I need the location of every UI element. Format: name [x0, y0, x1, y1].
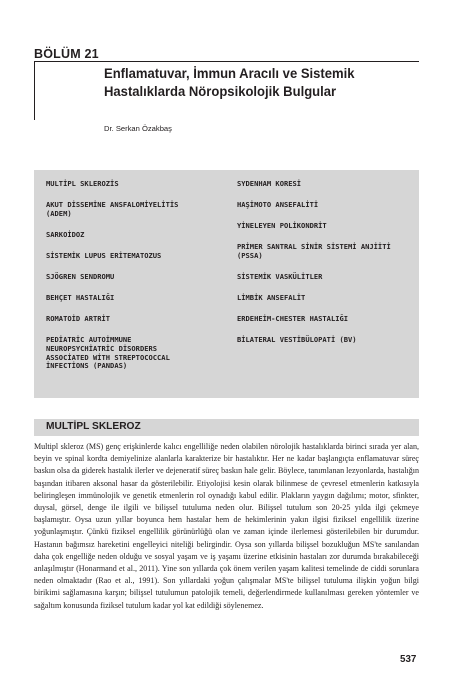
body-paragraph [34, 441, 419, 612]
contents-item: YİNELEYEN POLİKONDRİT [237, 221, 327, 231]
contents-left-column [46, 180, 226, 384]
section-title: MULTİPL SKLEROZ [46, 421, 141, 432]
chapter-contents-box [34, 170, 419, 398]
section-heading-bar [34, 419, 419, 436]
contents-item: SARKOİDOZ [46, 229, 85, 239]
contents-item: SİSTEMİK LUPUS ERİTEMATOZUS [46, 250, 162, 260]
contents-item: BİLATERAL VESTİBÜLOPATİ (BV) [237, 335, 357, 345]
chapter-label: BÖLÜM 21 [34, 47, 99, 61]
contents-item: MULTİPL SKLEROZİS [46, 179, 119, 188]
contents-item: SİSTEMİK VASKÜLİTLER [237, 272, 323, 282]
paragraph-text: Multipl skleroz (MS) genç erişkinlerde kalıcı engelliliğe neden olabilen nörolojik hastalıklarda birinci sırada yer alan, beyin ve spinal kordta demiyelinize alanlarla karakterize bir hastalıktır. Her ne kadar başlangıçta enflamatuvar süreç baskın olsa da giderek hastalık ilerler ve dejeneratif süreç baskın hale gelir. Böylece, tanımlanan lezyonlarda, hastalığın başından itibaren aksonal hasar da gösterilebilir. Etiyolojisi kesin olarak bilinmese de çevresel etmenlerin katkısıyla beliringleşen immünolojik ve genetik etmenlerin rol oynadığı kabul edilir. Plakların yaygın dağılımı; motor, sfinkter, duysal, görsel, denge ile ilgili ve bilişsel tutuluma neden olur. Bilişsel tutulum son 20-25 yılda ilgi çekmeye başlamıştır. Oysa uzun yıllar boyunca hem hastalar hem de hekimlerinin yakın ilgisi fiziksel engellilik üzerine yoğunlaşmıştır. Çünkü fiziksel engellilik görünürlüğü olan ve zaman içinde ilerlemesi gösterilebilen bir durumdur. Hastanın bağımsız hareketini engelleyici niteliği belirgindir. Oysa son yıllarda bilişsel bozukluğun MS'te sanılandan daha çok engelliğe neden olduğu ve sosyal yaşam ve iş yaşamı üzerine etkisinin hastaları zor durumda bırakabileceği anlaşılmıştır (Honarmand et al., 2011). Yine son yıllarda çok önem verilen yaşam kalitesi temelinde de ciddi sorunlara neden olmaktadır (Rao et al., 1991). Son yıllardaki yoğun çalışmalar MS'te bilişsel tutuluma ilişkin yoğun bilgi birikimi sağlamasına karşın; bilişsel tutulumun patolojik temeli, değerlendirmede kullanılması gereken yöntemler ve sağaltım konusunda fiziksel tutulum kadar yol kat edildiği söylenemez. [34, 442, 419, 610]
contents-item: ROMATOİD ARTRİT [46, 314, 111, 324]
contents-item: AKUT DİSSEMİNE ANSFALOMİYELİTİS (ADEM) [46, 200, 179, 218]
page-number: 537 [400, 654, 417, 665]
contents-item: PEDİATRİC AUTOİMMUNE NEUROPSYCHİATRİC DİSORDERS ASSOCİATED WİTH STREPTOCOCCAL İNFECTİONS (PANDAS) [46, 335, 170, 371]
contents-item: LİMBİK ANSEFALİT [237, 293, 306, 303]
contents-right-column [237, 180, 415, 357]
chapter-title: Enflamatuvar, İmmun Aracılı ve Sistemik Hastalıklarda Nöropsikolojik Bulgular [104, 66, 355, 100]
contents-item: SYDENHAM KORESİ [237, 179, 302, 188]
contents-item: PRİMER SANTRAL SİNİR SİSTEMİ ANJİİTİ (PSSA) [237, 242, 391, 260]
contents-item: BEHÇET HASTALIĞI [46, 293, 115, 303]
author: Dr. Serkan Özakbaş [104, 124, 172, 133]
contents-item: SJÖGREN SENDROMU [46, 272, 115, 282]
contents-item: ERDEHEİM-CHESTER HASTALIĞI [237, 314, 349, 324]
contents-item: HAŞİMOTO ANSEFALİTİ [237, 200, 319, 210]
